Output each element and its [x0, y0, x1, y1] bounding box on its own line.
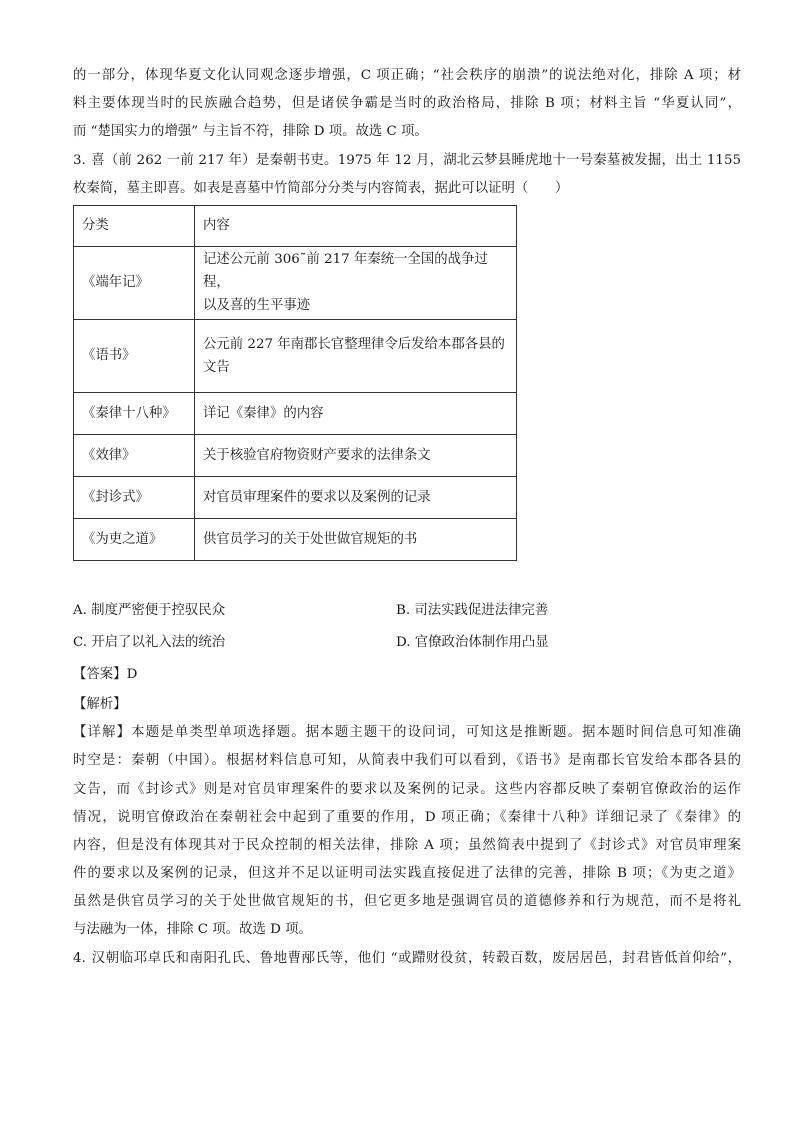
table-row	[74, 518, 517, 560]
table-cell-content: 关于核验官府物资财产要求的法律条文	[195, 434, 517, 476]
text-line: 文告，而《封诊式》则是对官员审理案件的要求以及案例的记录。这些内容都反映了秦朝官僚政治的运作	[73, 781, 741, 797]
table-row	[74, 319, 517, 392]
table-row	[74, 434, 517, 476]
question-number: 4.	[73, 950, 86, 966]
cell-line: 文告	[203, 359, 230, 375]
table-header-row	[74, 205, 517, 246]
table-cell-content: 详记《秦律》的内容	[195, 392, 517, 434]
text-line: 件的要求以及案例的记录，但这并不足以证明司法实践直接促进了法律的完善，排除 B 项；《为吏之道》	[73, 866, 741, 882]
option-d: D. 官僚政治体制作用凸显	[396, 634, 549, 650]
table-cell-content	[195, 319, 517, 392]
table-row	[74, 476, 517, 518]
table-row	[74, 392, 517, 434]
text-line: 虽然是供官员学习的关于处世做官规矩的书，但它更多地是强调官员的道德修养和行为规范，而不是将礼	[73, 894, 741, 910]
question-stem-line	[73, 945, 741, 973]
table-cell-content	[195, 246, 517, 319]
cell-line: 公元前 227 年南郡长官整理律令后发给本郡各县的	[203, 336, 505, 352]
options-row	[73, 627, 741, 659]
answer-label: 【答案】	[73, 666, 127, 682]
table-cell-content: 供官员学习的关于处世做官规矩的书	[195, 518, 517, 560]
question-4	[73, 945, 741, 973]
analysis-label: 【解析】	[73, 696, 127, 712]
question-stem-text: 喜（前 262 一前 217 年）是秦朝书吏。1975 年 12 月，湖北云梦县睡虎地十一号秦墓被发掘，出土 1155	[91, 152, 741, 168]
table-cell-content: 对官员审理案件的要求以及案例的记录	[195, 476, 517, 518]
option-c: C. 开启了以礼入法的统治	[73, 634, 226, 650]
table-row	[74, 246, 517, 319]
cell-line: 以及喜的生平事迹	[203, 298, 311, 314]
text-line: 而 “楚国实力的增强” 与主旨不符，排除 D 项。故选 C 项。	[73, 124, 428, 140]
table-cell-category: 《语书》	[74, 319, 195, 392]
answer-options	[73, 595, 741, 659]
question-stem-line: 枚秦简，墓主即喜。如表是喜墓中竹简部分分类与内容简表，据此可以证明（ ）	[73, 180, 569, 196]
table-cell-category: 《秦律十八种》	[74, 392, 195, 434]
table-header-cell: 分类	[74, 205, 195, 246]
option-b: B. 司法实践促进法律完善	[396, 602, 549, 618]
answer-value: D	[126, 666, 138, 682]
question-3	[73, 147, 741, 945]
table-cell-category: 《为吏之道》	[74, 518, 195, 560]
document-page	[73, 62, 741, 973]
text-line: 情况，说明官僚政治在秦朝社会中起到了重要的作用，D 项正确；《秦律十八种》详细记录了《秦律》的	[73, 809, 741, 825]
options-row	[73, 595, 741, 627]
question-stem-line	[73, 147, 741, 175]
text-line: 内容，但是没有体现其对于民众控制的相关法律，排除 A 项；虽然简表中提到了《封诊式》对官员审理案	[73, 837, 741, 853]
text-line: 时空是：秦朝（中国）。根据材料信息可知，从简表中我们可以看到，《语书》是南郡长官发给本郡各县的	[73, 753, 741, 769]
table-cell-category: 《效律》	[74, 434, 195, 476]
table-cell-category: 《端年记》	[74, 246, 195, 319]
previous-analysis	[73, 62, 741, 147]
text-line: 的一部分，体现华夏文化认同观念逐步增强，C 项正确；“社会秩序的崩溃”的说法绝对化，排除 A 项；材	[73, 68, 741, 83]
question-number: 3.	[73, 152, 86, 168]
text-line: 料主要体现当时的民族融合趋势，但是诸侯争霸是当时的政治格局，排除 B 项；材料主旨 “华夏认同”，	[73, 96, 741, 112]
text-line: 与法融为一体，排除 C 项。故选 D 项。	[73, 922, 312, 938]
question-stem-text: 汉朝临邛卓氏和南阳孔氏、鲁地曹邴氏等，他们 “或蹛财役贫，转毂百数，废居居邑，封君皆低首仰给”，	[91, 950, 741, 966]
bamboo-slips-table	[73, 205, 517, 561]
text-line: 【详解】本题是单类型单项选择题。据本题主题干的设问词，可知这是推断题。据本题时间信息可知准确	[73, 725, 741, 741]
option-a: A. 制度严密便于控驭民众	[73, 602, 226, 618]
detailed-explanation	[73, 719, 741, 945]
answer-line	[73, 659, 741, 691]
table-cell-category: 《封诊式》	[74, 476, 195, 518]
table-header-cell: 内容	[195, 205, 517, 246]
cell-line: 记述公元前 306˜前 217 年秦统一全国的战争过程，	[203, 252, 488, 291]
